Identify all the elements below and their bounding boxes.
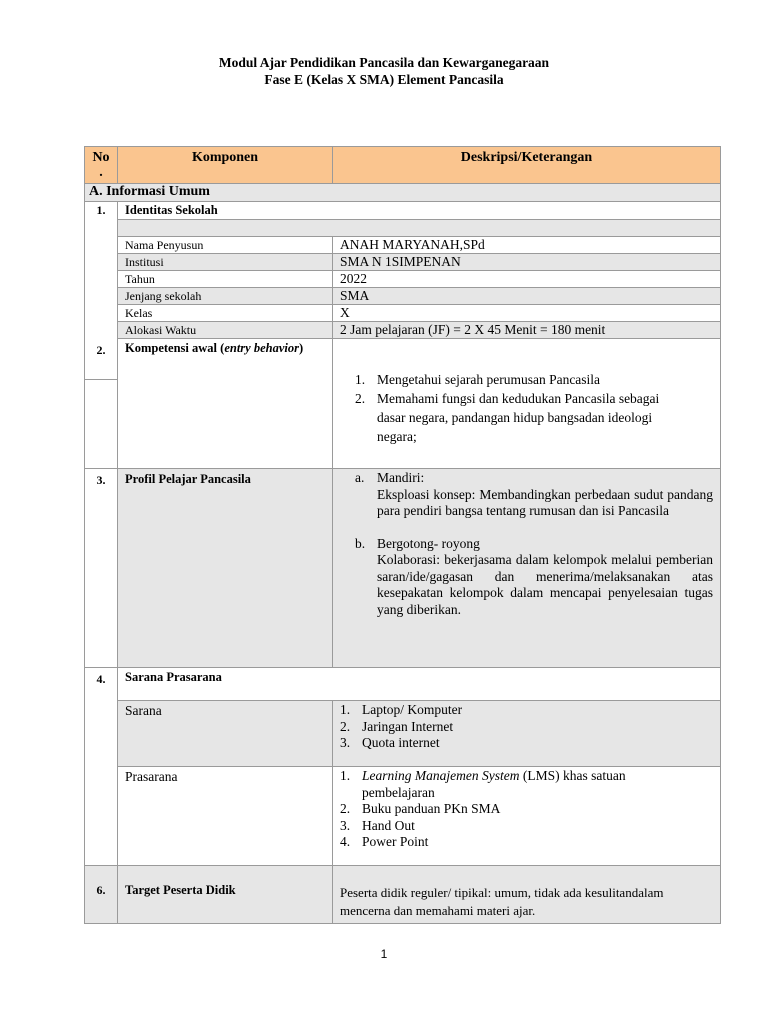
list-item: [348, 389, 720, 446]
row-kompetensi: [84, 339, 721, 469]
field-label: Nama Penyusun: [118, 237, 333, 254]
list-item: [333, 768, 720, 801]
field-value: X: [333, 305, 721, 322]
title-italic: entry behavior: [224, 341, 299, 355]
target-text-cell: [333, 866, 721, 924]
item-text: Eksploasi konsep: Membandingkan perbedaan sudut pandang para pendiri bangsa tentang rumusan dan isi Pancasila: [377, 486, 713, 518]
list-item: [333, 735, 720, 752]
page-number: 1: [380, 947, 388, 961]
field-value: SMA N 1SIMPENAN: [333, 254, 721, 271]
item-heading: Mandiri:: [377, 470, 425, 485]
header-deskripsi: Deskripsi/Keterangan: [333, 146, 721, 184]
profil-list-cell: [333, 469, 721, 668]
row-title: Sarana Prasarana: [118, 668, 721, 701]
list-text: pembelajaran: [362, 784, 435, 800]
field-value: ANAH MARYANAH,SPd: [333, 237, 721, 254]
field-label: Institusi: [118, 254, 333, 271]
list-marker: 1.: [355, 372, 366, 387]
field-label: Jenjang sekolah: [118, 288, 333, 305]
prasarana-label: Prasarana: [118, 767, 333, 866]
section-a-row: [84, 184, 721, 202]
sarana-list-cell: [333, 701, 721, 767]
list-marker: 1.: [340, 702, 351, 717]
row-title: Identitas Sekolah: [118, 202, 721, 220]
title-end: ): [298, 341, 304, 355]
row-target: [84, 866, 721, 924]
list-marker: 3.: [340, 735, 351, 750]
list-marker: 3.: [340, 817, 351, 833]
list-text: negara;: [377, 429, 417, 444]
list-marker: 2.: [340, 801, 351, 816]
list-text: Jaringan Internet: [362, 718, 454, 734]
field-value: 2 Jam pelajaran (JF) = 2 X 45 Menit = 180 menit: [333, 322, 721, 339]
header-no-dot: .: [99, 165, 103, 180]
table-header-row: [84, 146, 721, 184]
item-text: Kolaborasi: bekerjasama dalam kelompok melalui pemberian saran/ide/gagasan dan menerima/melaksanakan atas kesepakatan kelompok dalam mencapai penyelesaian tugas yang diberikan.: [377, 552, 713, 617]
row-number: 2.: [84, 339, 118, 469]
profil-list: [333, 470, 713, 618]
list-marker: 2.: [355, 391, 366, 406]
list-marker: 2.: [340, 718, 351, 734]
list-item: [333, 702, 720, 719]
row-profil: [84, 469, 721, 668]
row-title: Target Peserta Didik: [118, 866, 333, 924]
list-text: dasar negara, pandangan hidup bangsadan ideologi: [377, 410, 653, 425]
prasarana-list-cell: [333, 767, 721, 866]
blank-row: [118, 220, 721, 237]
row-number: 1.: [84, 202, 118, 380]
field-label: Kelas: [118, 305, 333, 322]
list-marker: 4.: [340, 834, 351, 849]
field-value: SMA: [333, 288, 721, 305]
title-text: Kompetensi awal (: [125, 341, 225, 355]
list-text: Buku panduan PKn SMA: [362, 801, 501, 816]
list-text: Power Point: [362, 834, 429, 849]
row-sarana-prasarana: [84, 668, 721, 866]
list-item: [333, 818, 720, 835]
kompetensi-list: [333, 370, 720, 446]
field-value: 2022: [333, 271, 721, 288]
row-number: 4.: [84, 668, 118, 866]
list-text: Mengetahui sejarah perumusan Pancasila: [377, 372, 601, 387]
item-heading: Bergotong- royong: [377, 535, 480, 551]
list-text: Hand Out: [362, 817, 415, 833]
list-marker: 1.: [340, 768, 351, 783]
list-item: [348, 470, 713, 520]
list-item: [333, 834, 720, 851]
list-text: (LMS) khas satuan: [519, 768, 626, 783]
document-title-line1: Modul Ajar Pendidikan Pancasila dan Kewarganegaraan: [218, 55, 550, 70]
list-item: [333, 719, 720, 736]
header-no: [84, 146, 118, 184]
list-text: Laptop/ Komputer: [362, 702, 463, 717]
row-number: 6.: [84, 866, 118, 924]
document-title-line2: Fase E (Kelas X SMA) Element Pancasila: [264, 72, 504, 87]
header-komponen: Komponen: [118, 146, 333, 184]
sarana-list: [333, 702, 720, 752]
list-text-italic: Learning Manajemen System: [362, 768, 520, 783]
target-line: mencerna dan memahami materi ajar.: [340, 903, 536, 918]
section-a-title: A. Informasi Umum: [84, 184, 721, 202]
list-item: [333, 801, 720, 818]
list-text: Quota internet: [362, 735, 440, 750]
target-line: Peserta didik reguler/ tipikal: umum, tidak ada kesulitandalam: [340, 885, 664, 900]
field-label: Tahun: [118, 271, 333, 288]
list-item: [348, 370, 720, 389]
header-no-text: No: [92, 150, 110, 165]
field-label: Alokasi Waktu: [118, 322, 333, 339]
prasarana-list: [333, 768, 720, 851]
list-marker: b.: [355, 535, 366, 551]
list-text: Memahami fungsi dan kedudukan Pancasila sebagai: [377, 391, 660, 406]
kompetensi-list-cell: [333, 339, 721, 469]
row-title: Profil Pelajar Pancasila: [118, 469, 333, 668]
list-item: [348, 536, 713, 619]
list-marker: a.: [355, 470, 365, 485]
sarana-label: Sarana: [118, 701, 333, 767]
row-title: [118, 339, 333, 469]
row-number: 3.: [84, 469, 118, 668]
